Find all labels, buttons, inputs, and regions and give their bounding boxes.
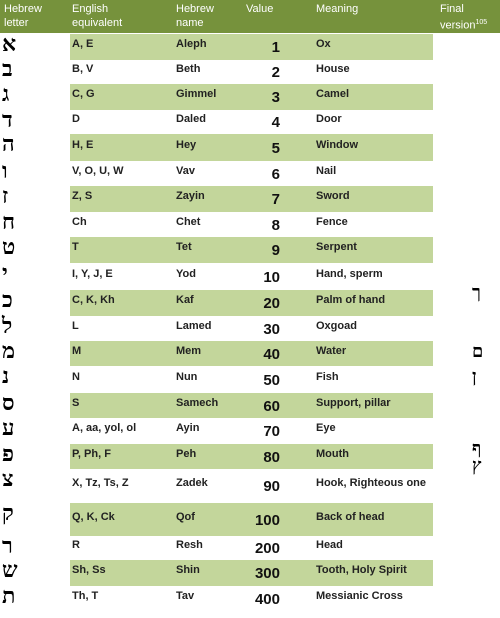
meaning: Sword bbox=[316, 190, 350, 202]
hebrew-letter: ל bbox=[2, 313, 13, 339]
english-equivalent: Ch bbox=[72, 216, 87, 228]
hebrew-name: Vav bbox=[176, 165, 195, 177]
hebrew-name: Samech bbox=[176, 397, 219, 409]
numeric-value: 30 bbox=[263, 321, 280, 338]
meaning: Oxgoad bbox=[316, 320, 357, 332]
table-row bbox=[0, 31, 500, 60]
meaning: Camel bbox=[316, 88, 350, 100]
meaning: Hand, sperm bbox=[316, 268, 383, 280]
numeric-value: 4 bbox=[271, 114, 280, 131]
footnote-ref: 105 bbox=[475, 19, 488, 26]
table-header bbox=[0, 0, 500, 33]
english-equivalent: V, O, U, W bbox=[72, 165, 124, 177]
meaning: Water bbox=[316, 345, 347, 357]
english-equivalent: A, E bbox=[72, 38, 94, 50]
meaning: House bbox=[316, 63, 350, 75]
header-final-version bbox=[440, 2, 487, 33]
header-text: English bbox=[72, 3, 109, 15]
numeric-value: 1 bbox=[271, 39, 280, 56]
numeric-value: 50 bbox=[263, 372, 280, 389]
hebrew-name: Chet bbox=[176, 216, 201, 228]
meaning: Messianic Cross bbox=[316, 590, 403, 602]
numeric-value: 9 bbox=[271, 242, 280, 259]
hebrew-name: Peh bbox=[176, 448, 197, 460]
hebrew-letter: צ bbox=[2, 466, 14, 492]
header-text: name bbox=[176, 17, 204, 29]
table-row bbox=[0, 183, 500, 212]
header-text: letter bbox=[4, 17, 29, 29]
table-row bbox=[0, 557, 500, 586]
hebrew-letter: ז bbox=[2, 183, 9, 209]
english-equivalent: P, Ph, F bbox=[72, 448, 111, 460]
hebrew-name: Ayin bbox=[176, 422, 200, 434]
header-text: Value bbox=[246, 3, 274, 15]
table-row bbox=[0, 438, 500, 469]
header-hebrew-name bbox=[176, 2, 214, 30]
meaning: Serpent bbox=[316, 241, 357, 253]
numeric-value: 20 bbox=[263, 295, 280, 312]
meaning: Window bbox=[316, 139, 359, 151]
english-equivalent: Sh, Ss bbox=[72, 564, 106, 576]
hebrew-name: Yod bbox=[176, 268, 196, 280]
meaning: Palm of hand bbox=[316, 294, 386, 306]
numeric-value: 70 bbox=[263, 423, 280, 440]
hebrew-letter: א bbox=[2, 31, 17, 57]
table-row bbox=[0, 415, 500, 444]
hebrew-letter: ע bbox=[2, 415, 15, 441]
table-row bbox=[0, 56, 500, 84]
table-row bbox=[0, 500, 500, 536]
header-meaning bbox=[316, 2, 358, 16]
header-hebrew-letter bbox=[4, 2, 42, 30]
numeric-value: 400 bbox=[254, 591, 280, 608]
hebrew-letter: ק bbox=[2, 500, 14, 526]
meaning: Tooth, Holy Spirit bbox=[316, 564, 407, 576]
hebrew-letter: ב bbox=[2, 56, 13, 82]
header-english-equivalent bbox=[72, 2, 122, 30]
table-row bbox=[0, 363, 500, 393]
hebrew-name: Tet bbox=[176, 241, 192, 253]
header-text: version bbox=[440, 19, 476, 32]
hebrew-name: Beth bbox=[176, 63, 201, 75]
table-row bbox=[0, 131, 500, 161]
table-row bbox=[0, 81, 500, 110]
numeric-value: 5 bbox=[271, 140, 280, 157]
hebrew-letter: ש bbox=[2, 557, 18, 583]
english-equivalent: Z, S bbox=[72, 190, 93, 202]
english-equivalent: R bbox=[72, 539, 80, 551]
meaning: Nail bbox=[316, 165, 337, 177]
table-row bbox=[0, 338, 500, 366]
numeric-value: 100 bbox=[254, 512, 280, 529]
numeric-value: 300 bbox=[254, 565, 280, 582]
meaning: Ox bbox=[316, 38, 331, 50]
numeric-value: 3 bbox=[271, 89, 280, 106]
hebrew-letter: ר bbox=[2, 533, 13, 559]
table-row bbox=[0, 390, 500, 418]
hebrew-letter: פ bbox=[2, 441, 14, 467]
english-equivalent: D bbox=[72, 113, 80, 125]
table-row bbox=[0, 583, 500, 612]
english-equivalent: S bbox=[72, 397, 80, 409]
hebrew-name: Zadek bbox=[176, 477, 208, 489]
hebrew-letter: נ bbox=[2, 363, 10, 389]
hebrew-name: Lamed bbox=[176, 320, 212, 332]
numeric-value: 2 bbox=[271, 64, 280, 81]
table-row bbox=[0, 234, 500, 263]
numeric-value: 10 bbox=[263, 269, 280, 286]
numeric-value: 60 bbox=[263, 398, 280, 415]
header-text: Hebrew bbox=[4, 3, 42, 15]
numeric-value: 80 bbox=[263, 449, 280, 466]
meaning: Back of head bbox=[316, 511, 385, 523]
english-equivalent: X, Tz, Ts, Z bbox=[72, 477, 129, 489]
hebrew-name: Gimmel bbox=[176, 88, 217, 100]
table-row bbox=[0, 209, 500, 237]
english-equivalent: N bbox=[72, 371, 80, 383]
meaning: Head bbox=[316, 539, 343, 551]
table-row bbox=[0, 260, 500, 290]
english-equivalent: Th, T bbox=[72, 590, 99, 602]
hebrew-name: Resh bbox=[176, 539, 203, 551]
hebrew-letter: מ bbox=[2, 338, 16, 364]
meaning: Fence bbox=[316, 216, 348, 228]
hebrew-name: Shin bbox=[176, 564, 200, 576]
hebrew-name: Daled bbox=[176, 113, 206, 125]
hebrew-name: Qof bbox=[176, 511, 195, 523]
meaning: Mouth bbox=[316, 448, 349, 460]
numeric-value: 7 bbox=[271, 191, 280, 208]
header-value bbox=[246, 2, 273, 16]
meaning: Hook, Righteous one bbox=[316, 477, 426, 489]
hebrew-letter: ג bbox=[2, 81, 10, 107]
meaning: Eye bbox=[316, 422, 336, 434]
meaning: Door bbox=[316, 113, 342, 125]
table-row bbox=[0, 107, 500, 134]
hebrew-letter: ה bbox=[2, 131, 15, 157]
table-row bbox=[0, 282, 500, 316]
english-equivalent: L bbox=[72, 320, 79, 332]
final-form-letter: ם bbox=[472, 341, 484, 362]
hebrew-letter: ח bbox=[2, 209, 16, 235]
numeric-value: 6 bbox=[271, 166, 280, 183]
meaning: Fish bbox=[316, 371, 339, 383]
hebrew-name: Hey bbox=[176, 139, 197, 151]
english-equivalent: A, aa, yol, ol bbox=[72, 422, 137, 434]
header-text: Meaning bbox=[316, 3, 359, 15]
english-equivalent: H, E bbox=[72, 139, 94, 151]
meaning: Support, pillar bbox=[316, 397, 391, 409]
english-equivalent: M bbox=[72, 345, 82, 357]
english-equivalent: T bbox=[72, 241, 79, 253]
final-form-letter: ן bbox=[472, 366, 477, 387]
hebrew-name: Kaf bbox=[176, 294, 194, 306]
numeric-value: 90 bbox=[263, 478, 280, 495]
numeric-value: 200 bbox=[254, 540, 280, 557]
hebrew-letter: ת bbox=[2, 583, 16, 609]
hebrew-name: Nun bbox=[176, 371, 198, 383]
final-form-letter: ך bbox=[472, 282, 481, 303]
header-text: Hebrew bbox=[176, 3, 214, 15]
english-equivalent: Q, K, Ck bbox=[72, 511, 115, 523]
hebrew-letter: י bbox=[2, 260, 8, 286]
hebrew-letter: ס bbox=[2, 390, 15, 416]
hebrew-letter: כ bbox=[2, 287, 13, 313]
header-text: equivalent bbox=[72, 17, 123, 29]
numeric-value: 40 bbox=[263, 346, 280, 363]
numeric-value: 8 bbox=[271, 217, 280, 234]
english-equivalent: I, Y, J, E bbox=[72, 268, 113, 280]
table-row bbox=[0, 313, 500, 341]
hebrew-letter: ו bbox=[2, 158, 8, 184]
english-equivalent: C, G bbox=[72, 88, 95, 100]
hebrew-name: Mem bbox=[176, 345, 202, 357]
hebrew-name: Tav bbox=[176, 590, 195, 602]
english-equivalent: B, V bbox=[72, 63, 94, 75]
header-text: Final bbox=[440, 3, 464, 15]
hebrew-letter: ד bbox=[2, 107, 13, 133]
hebrew-name: Aleph bbox=[176, 38, 207, 50]
final-form-letter: ף bbox=[472, 438, 482, 459]
final-form-letter: ץ bbox=[472, 455, 482, 476]
table-row bbox=[0, 533, 500, 560]
hebrew-letter: ט bbox=[2, 234, 16, 260]
english-equivalent: C, K, Kh bbox=[72, 294, 115, 306]
hebrew-name: Zayin bbox=[176, 190, 205, 202]
table-row bbox=[0, 158, 500, 186]
